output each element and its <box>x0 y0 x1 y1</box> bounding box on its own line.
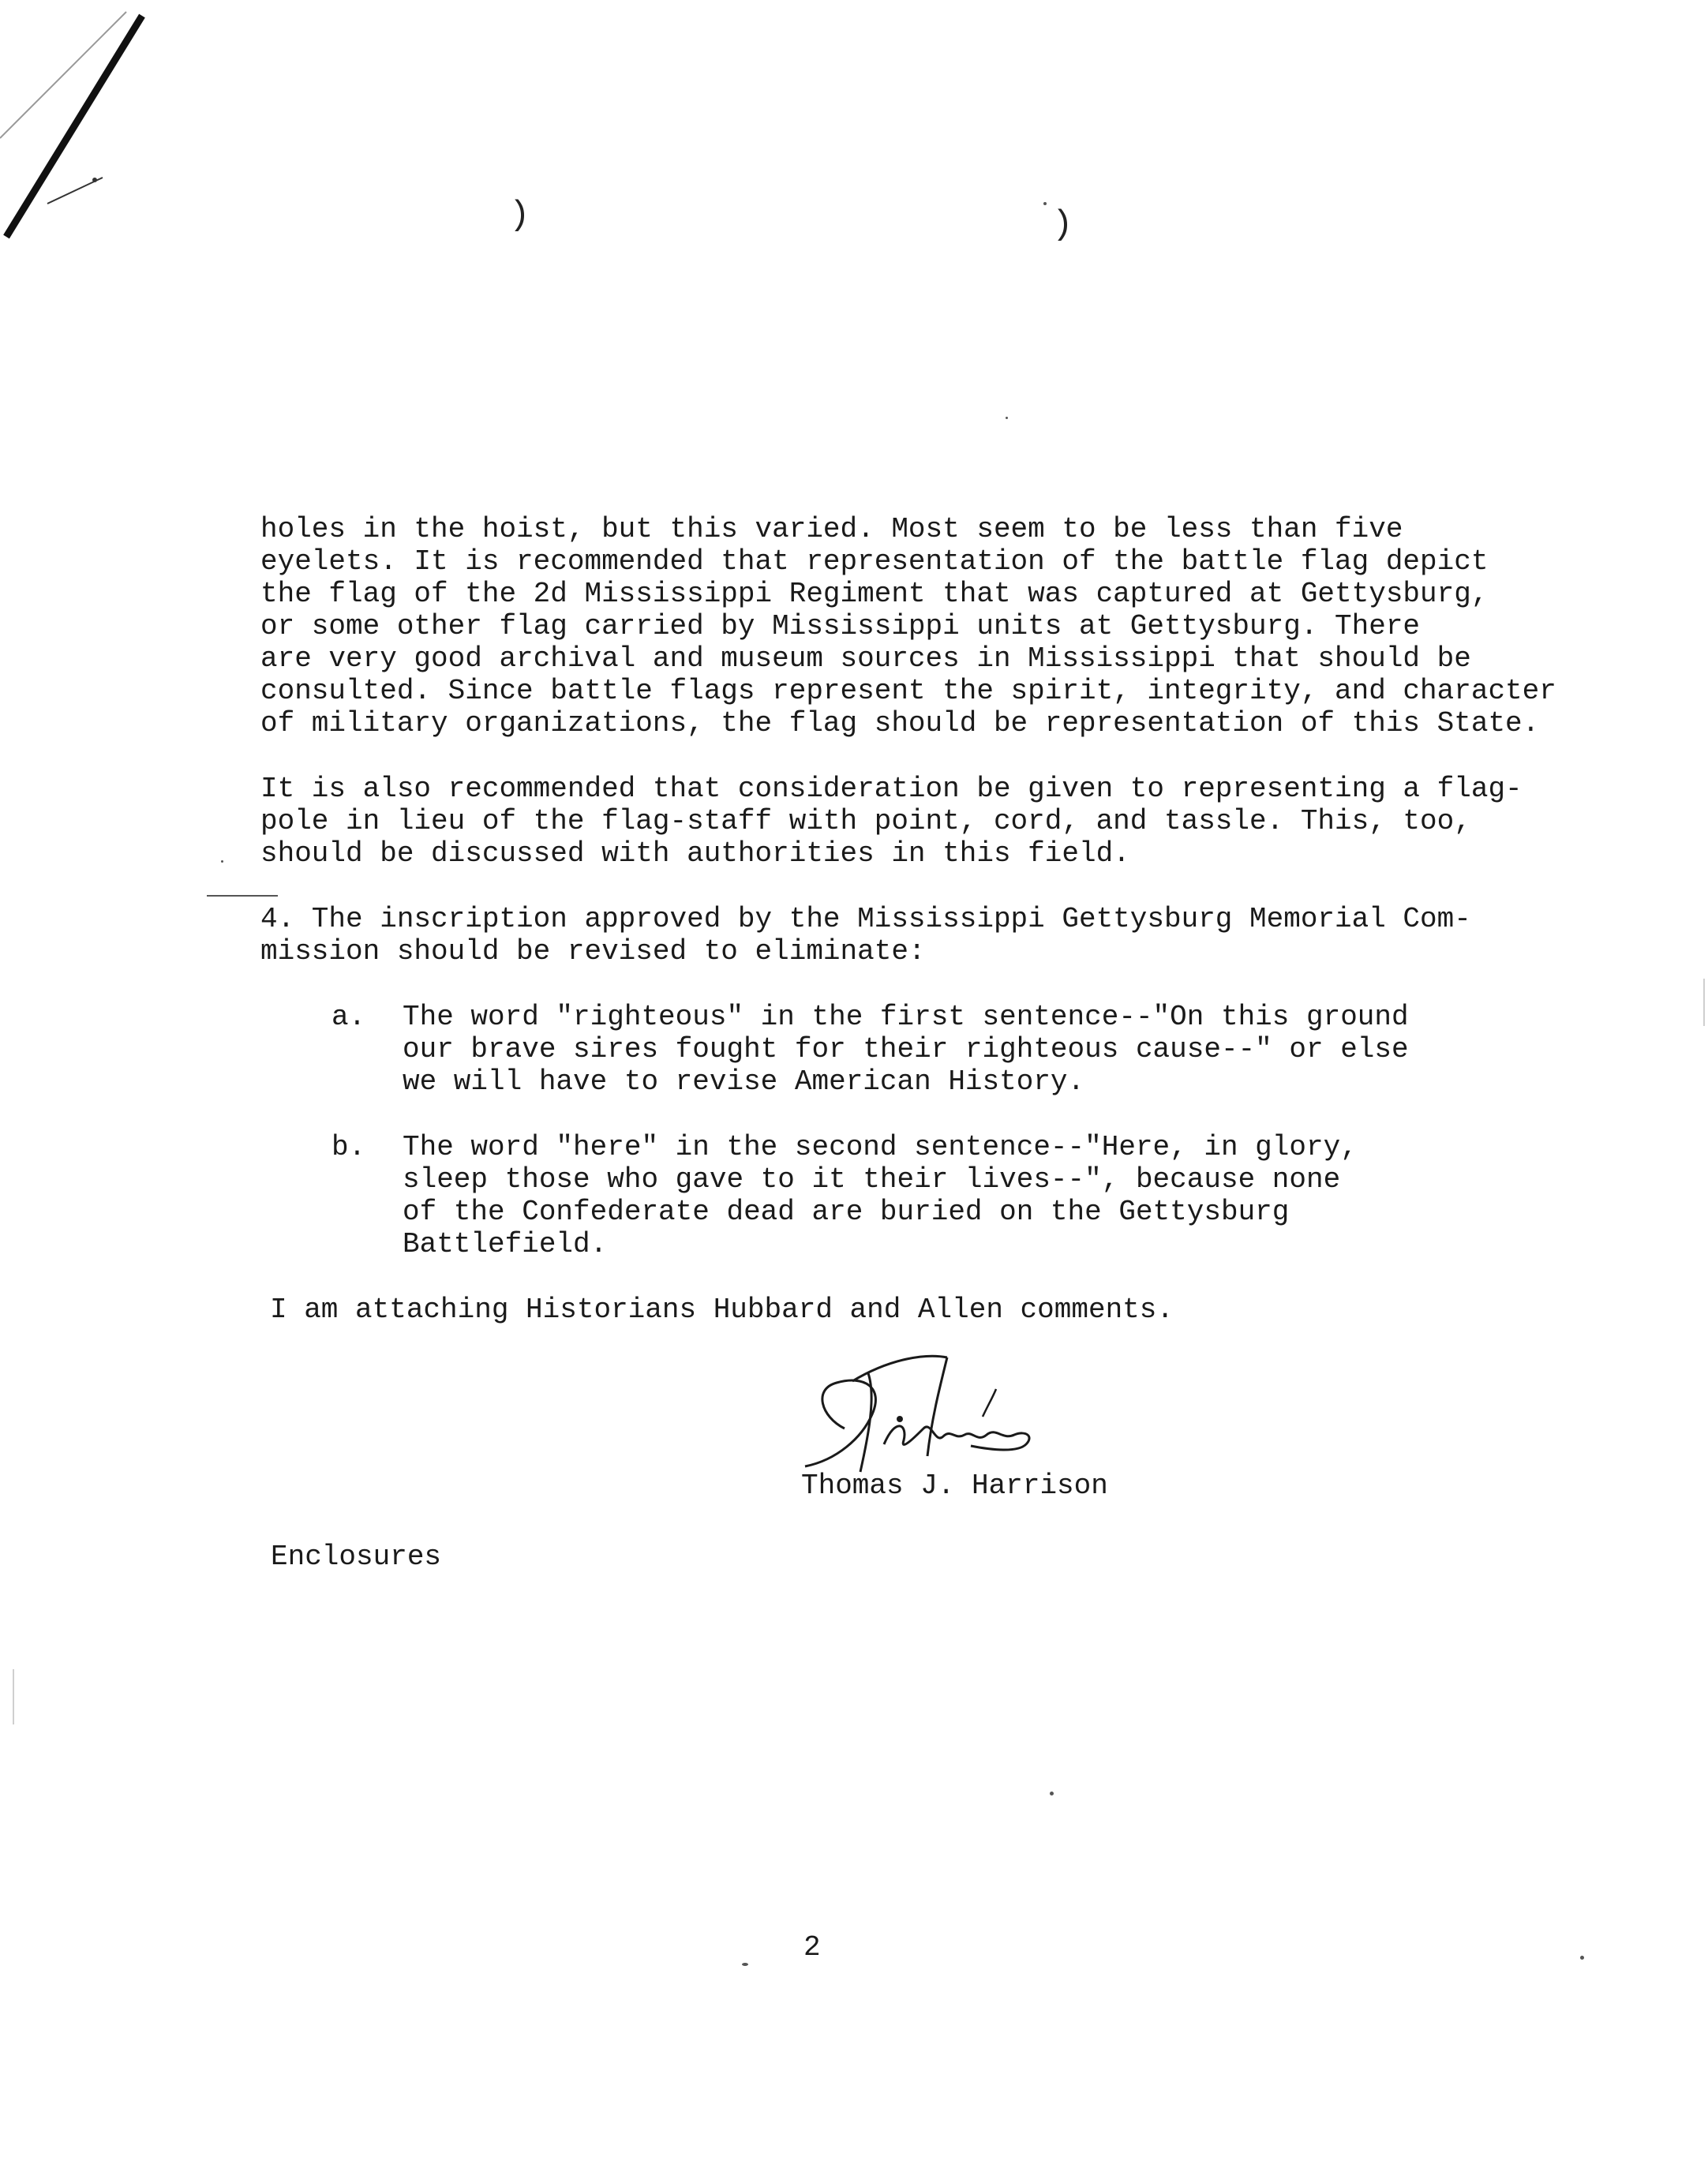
text-line: the flag of the 2d Mississippi Regiment that was captured at Gettysburg, <box>260 578 1489 610</box>
scan-edge-line <box>1703 979 1705 1026</box>
speck <box>221 860 223 863</box>
text-line: eyelets. It is recommended that representation of the battle flag depict <box>260 545 1489 578</box>
text-line: of the Confederate dead are buried on the Gettysburg <box>403 1196 1290 1228</box>
text-line: our brave sires fought for their righteous cause--" or else <box>403 1033 1409 1065</box>
text-line: should be discussed with authorities in this field. <box>260 837 1130 870</box>
speck <box>1006 417 1008 419</box>
text-line: 4. The inscription approved by the Mississippi Gettysburg Memorial Com- <box>260 903 1471 935</box>
text-line: The word "here" in the second sentence--"Here, in glory, <box>403 1131 1358 1163</box>
item-4-inscription <box>260 903 1602 968</box>
paragraph-flagpole <box>260 773 1602 870</box>
margin-mark-left: ) <box>509 196 530 235</box>
sub-item-b <box>260 1131 1602 1260</box>
speck <box>742 1963 748 1966</box>
text-line: pole in lieu of the flag-staff with point, cord, and tassle. This, too, <box>260 805 1471 837</box>
speck <box>1580 1956 1584 1960</box>
text-line: mission should be revised to eliminate: <box>260 935 926 968</box>
scan-edge-line <box>13 1669 14 1724</box>
handwritten-signature <box>789 1342 1058 1484</box>
speck <box>1043 202 1047 205</box>
text-line: we will have to revise American History. <box>403 1065 1085 1098</box>
scan-corner-mark <box>0 0 205 260</box>
attachment-line: I am attaching Historians Hubbard and Allen comments. <box>270 1294 1174 1326</box>
text-line: It is also recommended that consideration be given to representing a flag- <box>260 773 1523 805</box>
text-line: holes in the hoist, but this varied. Most seem to be less than five <box>260 513 1403 545</box>
text-line: of military organizations, the flag should be representation of this State. <box>260 707 1540 740</box>
text-line: are very good archival and museum sources in Mississippi that should be <box>260 642 1471 675</box>
letter-body <box>260 513 1602 1326</box>
sub-item-letter: b. <box>331 1131 366 1163</box>
speck <box>1050 1792 1054 1795</box>
signer-name: Thomas J. Harrison <box>801 1470 1108 1502</box>
paragraph-flag-representation <box>260 513 1602 740</box>
text-line: The word "righteous" in the first sentence--"On this ground <box>403 1001 1409 1033</box>
text-line: or some other flag carried by Mississippi units at Gettysburg. There <box>260 610 1421 642</box>
text-line: sleep those who gave to it their lives--", because none <box>403 1163 1341 1196</box>
text-line: Battlefield. <box>403 1228 608 1260</box>
sub-item-letter: a. <box>331 1001 366 1033</box>
page-number: 2 <box>803 1931 821 1964</box>
sub-item-a <box>260 1001 1602 1098</box>
margin-mark-right: ) <box>1052 205 1073 245</box>
text-line: consulted. Since battle flags represent the spirit, integrity, and character <box>260 675 1556 707</box>
enclosures-label: Enclosures <box>271 1541 442 1573</box>
